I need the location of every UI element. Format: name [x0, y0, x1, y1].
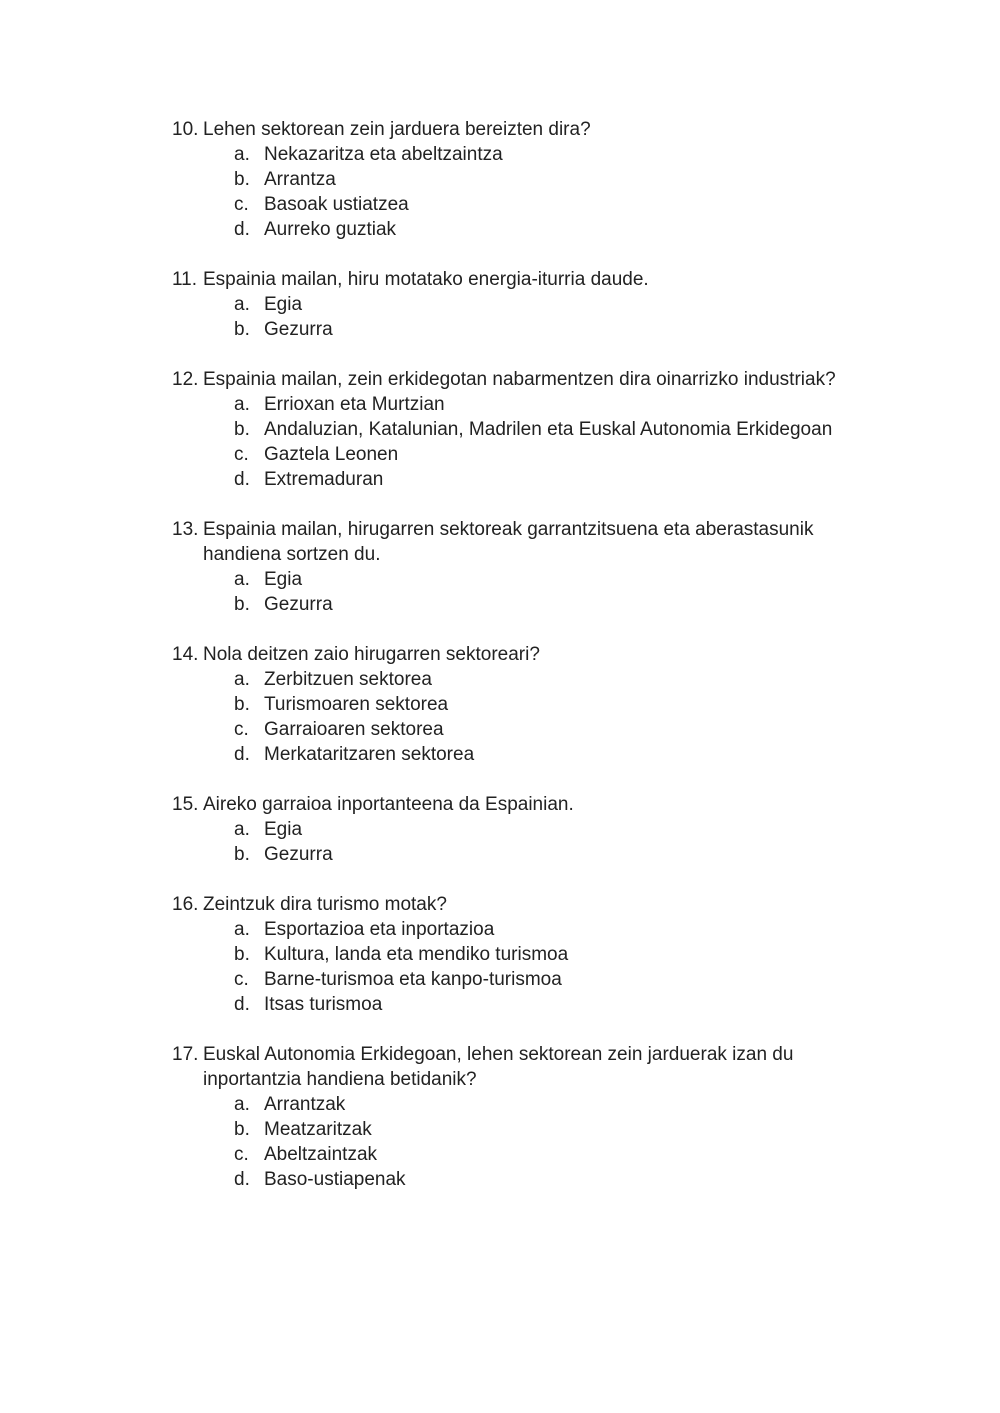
- option-text: Egia: [264, 294, 303, 315]
- option-text: Errioxan eta Murtzian: [264, 394, 445, 415]
- option-letter: d.: [234, 744, 250, 765]
- option-text: Merkataritzaren sektorea: [264, 744, 475, 765]
- option-c: [160, 442, 880, 467]
- option-b: [160, 167, 880, 192]
- option-letter: d.: [234, 219, 250, 240]
- option-a: [160, 142, 880, 167]
- option-b: [160, 692, 880, 717]
- option-letter: b.: [234, 169, 250, 190]
- option-letter: a.: [234, 1094, 250, 1115]
- option-letter: a.: [234, 919, 250, 940]
- question-13: [160, 517, 880, 617]
- option-a: [160, 292, 880, 317]
- option-b: [160, 417, 880, 442]
- option-letter: b.: [234, 1119, 250, 1140]
- question-text: Lehen sektorean zein jarduera bereizten dira?: [203, 119, 591, 140]
- option-a: [160, 1092, 880, 1117]
- question-text: Espainia mailan, hiru motatako energia-iturria daude.: [203, 269, 649, 290]
- option-letter: c.: [234, 719, 249, 740]
- option-d: [160, 992, 880, 1017]
- question-prompt: [160, 267, 880, 292]
- option-b: [160, 842, 880, 867]
- option-text: Gaztela Leonen: [264, 444, 399, 465]
- option-b: [160, 592, 880, 617]
- option-text: Meatzaritzak: [264, 1119, 372, 1140]
- option-letter: a.: [234, 144, 250, 165]
- option-d: [160, 467, 880, 492]
- option-text: Garraioaren sektorea: [264, 719, 444, 740]
- option-text: Gezurra: [264, 594, 333, 615]
- option-text: Extremaduran: [264, 469, 384, 490]
- option-text: Itsas turismoa: [264, 994, 383, 1015]
- option-text: Esportazioa eta inportazioa: [264, 919, 495, 940]
- question-11: [160, 267, 880, 342]
- question-text: Zeintzuk dira turismo motak?: [203, 894, 447, 915]
- option-b: [160, 317, 880, 342]
- option-a: [160, 567, 880, 592]
- question-14: [160, 642, 880, 767]
- option-letter: a.: [234, 569, 250, 590]
- question-prompt: [160, 892, 880, 917]
- option-b: [160, 942, 880, 967]
- option-text: Egia: [264, 819, 303, 840]
- option-letter: d.: [234, 469, 250, 490]
- question-prompt: [160, 117, 880, 142]
- option-c: [160, 717, 880, 742]
- option-text: Aurreko guztiak: [264, 219, 397, 240]
- option-text: Andaluzian, Katalunian, Madrilen eta Euskal Autonomia Erkidegoan: [264, 419, 833, 440]
- option-text: Basoak ustiatzea: [264, 194, 409, 215]
- question-text: Aireko garraioa inportanteena da Espainian.: [203, 794, 574, 815]
- option-text: Baso-ustiapenak: [264, 1169, 406, 1190]
- option-text: Arrantza: [264, 169, 336, 190]
- question-number: 16.: [172, 894, 199, 915]
- question-prompt: [160, 1042, 880, 1092]
- question-number: 10.: [172, 119, 199, 140]
- question-text: Espainia mailan, zein erkidegotan nabarmentzen dira oinarrizko industriak?: [203, 369, 836, 390]
- question-10: [160, 117, 880, 242]
- option-letter: b.: [234, 419, 250, 440]
- option-text: Arrantzak: [264, 1094, 346, 1115]
- option-text: Nekazaritza eta abeltzaintza: [264, 144, 503, 165]
- option-c: [160, 192, 880, 217]
- option-letter: b.: [234, 319, 250, 340]
- question-text: Espainia mailan, hirugarren sektoreak garrantzitsuena eta aberastasunik handiena sortzen du.: [203, 519, 814, 565]
- option-letter: b.: [234, 844, 250, 865]
- question-prompt: [160, 517, 880, 567]
- option-text: Gezurra: [264, 319, 333, 340]
- question-number: 12.: [172, 369, 199, 390]
- question-number: 15.: [172, 794, 199, 815]
- option-text: Barne-turismoa eta kanpo-turismoa: [264, 969, 562, 990]
- question-text: Nola deitzen zaio hirugarren sektoreari?: [203, 644, 540, 665]
- option-letter: a.: [234, 819, 250, 840]
- option-text: Abeltzaintzak: [264, 1144, 378, 1165]
- option-d: [160, 217, 880, 242]
- question-list: [160, 117, 880, 1217]
- question-number: 13.: [172, 519, 199, 540]
- option-letter: b.: [234, 944, 250, 965]
- question-prompt: [160, 367, 880, 392]
- question-number: 14.: [172, 644, 199, 665]
- option-letter: c.: [234, 194, 249, 215]
- option-a: [160, 667, 880, 692]
- option-letter: c.: [234, 444, 249, 465]
- option-letter: a.: [234, 294, 250, 315]
- option-a: [160, 817, 880, 842]
- option-letter: b.: [234, 694, 250, 715]
- option-c: [160, 967, 880, 992]
- option-letter: b.: [234, 594, 250, 615]
- option-letter: c.: [234, 969, 249, 990]
- question-15: [160, 792, 880, 867]
- option-letter: d.: [234, 1169, 250, 1190]
- question-number: 17.: [172, 1044, 199, 1065]
- question-16: [160, 892, 880, 1017]
- question-number: 11.: [172, 269, 198, 290]
- option-a: [160, 392, 880, 417]
- option-text: Kultura, landa eta mendiko turismoa: [264, 944, 569, 965]
- question-17: [160, 1042, 880, 1192]
- option-letter: c.: [234, 1144, 249, 1165]
- question-prompt: [160, 792, 880, 817]
- option-letter: a.: [234, 394, 250, 415]
- question-prompt: [160, 642, 880, 667]
- option-letter: a.: [234, 669, 250, 690]
- option-text: Turismoaren sektorea: [264, 694, 449, 715]
- question-12: [160, 367, 880, 492]
- option-text: Zerbitzuen sektorea: [264, 669, 432, 690]
- option-d: [160, 1167, 880, 1192]
- option-a: [160, 917, 880, 942]
- option-text: Egia: [264, 569, 303, 590]
- question-text: Euskal Autonomia Erkidegoan, lehen sektorean zein jarduerak izan du inportantzia handiena betidanik?: [203, 1044, 794, 1090]
- option-text: Gezurra: [264, 844, 333, 865]
- option-c: [160, 1142, 880, 1167]
- option-d: [160, 742, 880, 767]
- option-b: [160, 1117, 880, 1142]
- option-letter: d.: [234, 994, 250, 1015]
